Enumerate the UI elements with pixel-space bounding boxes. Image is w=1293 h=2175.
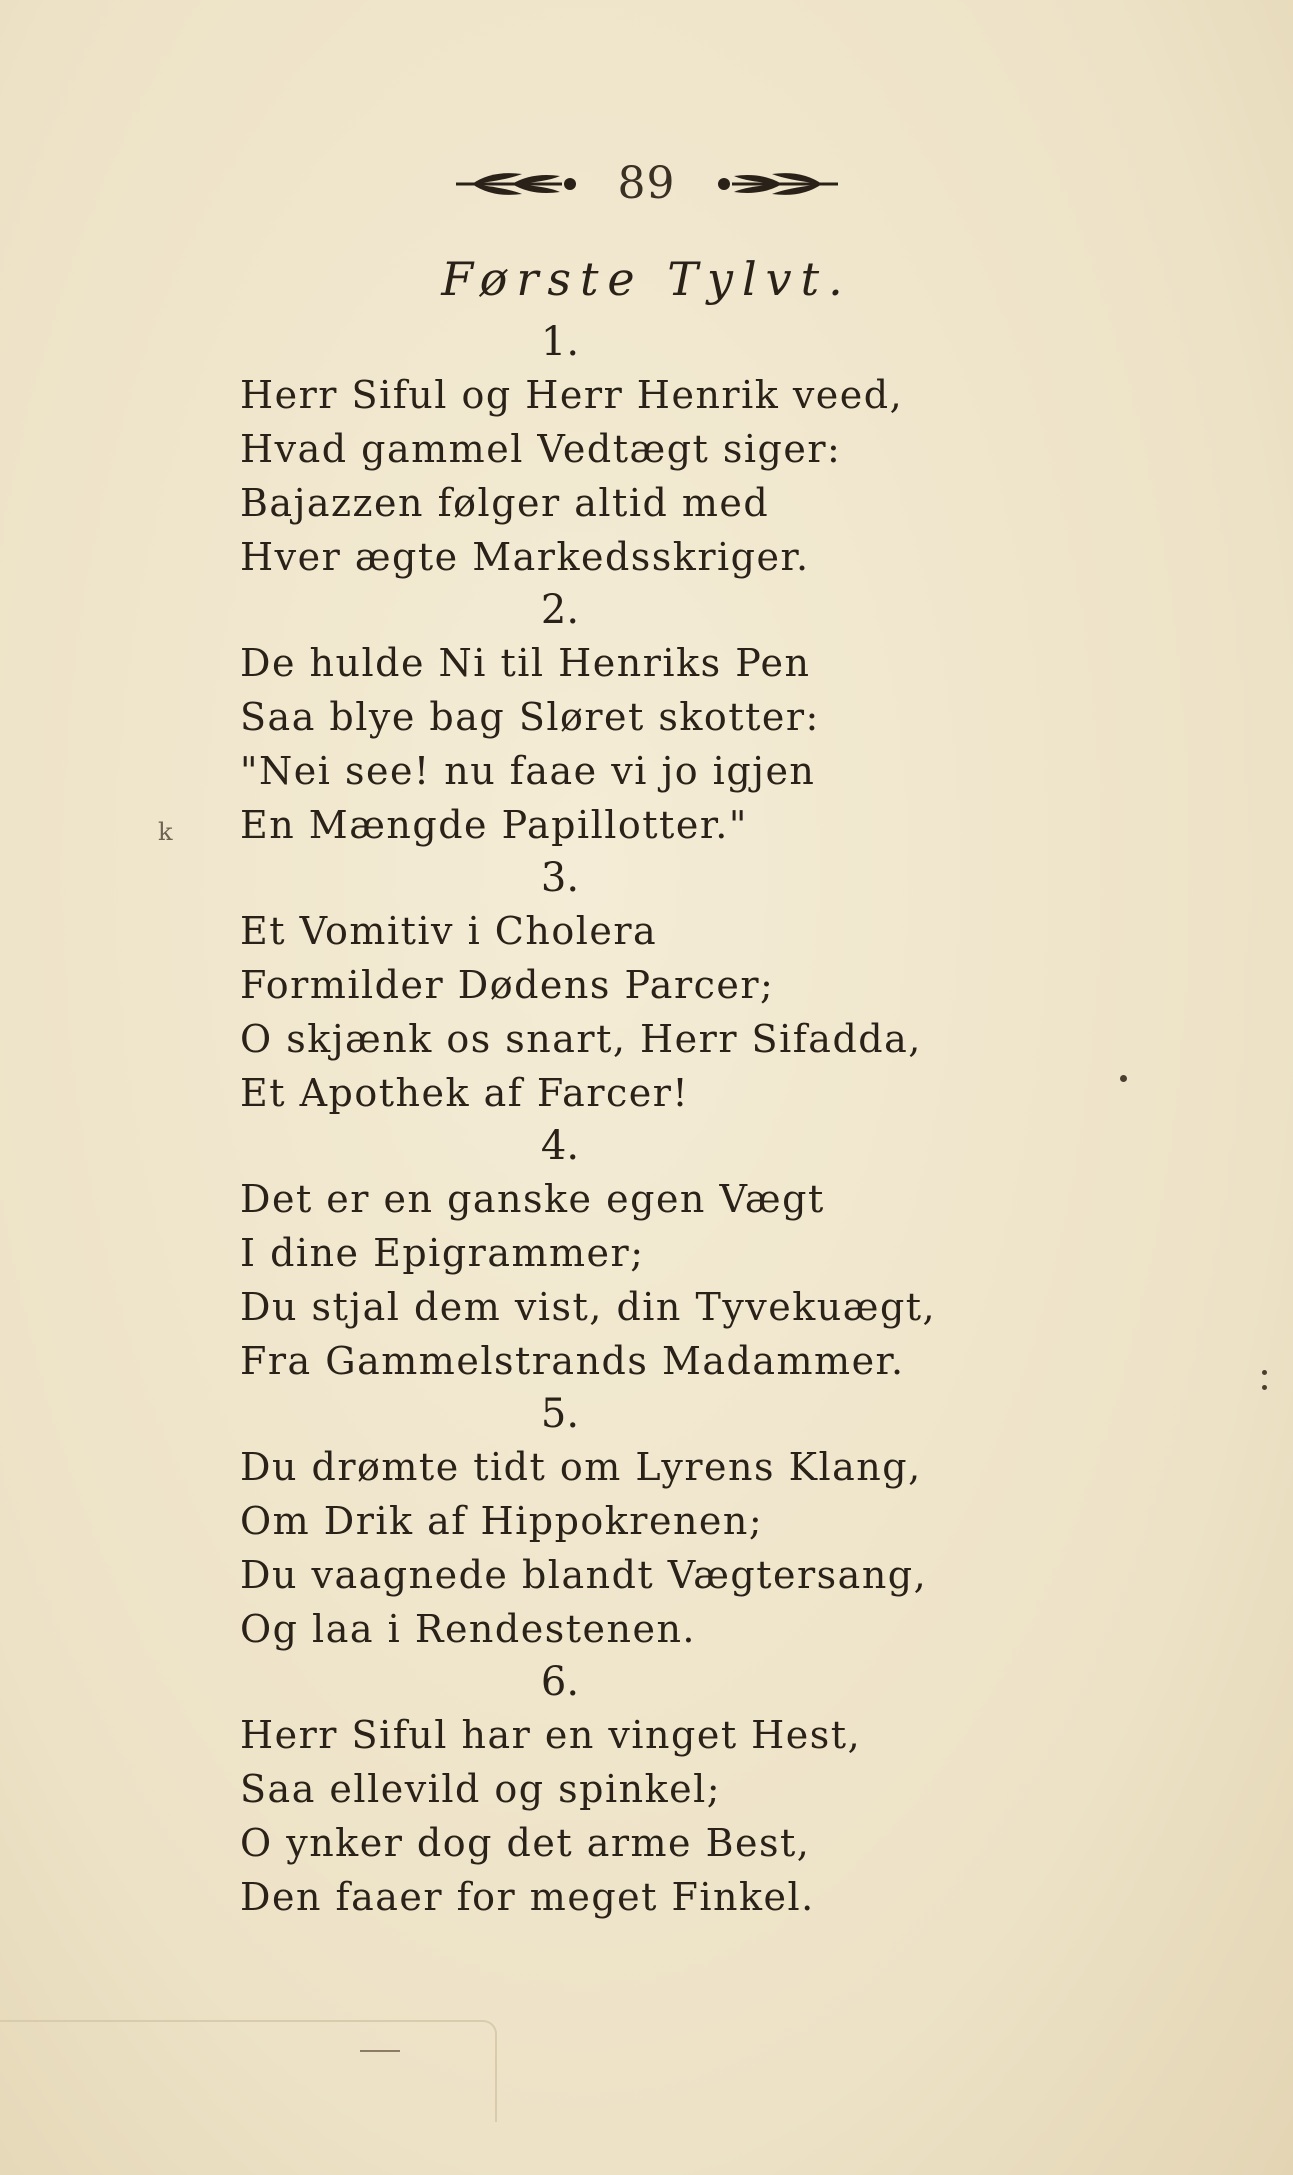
verse-line: Du drømte tidt om Lyrens Klang,	[240, 1445, 922, 1489]
stanza-number: 6.	[540, 1659, 580, 1705]
verse-line: Om Drik af Hippokrenen;	[240, 1499, 764, 1543]
verse-line: Herr Siful har en vinget Hest,	[240, 1713, 862, 1757]
verse-line: En Mængde Papillotter."	[240, 803, 748, 847]
right-ornament-icon	[712, 164, 842, 204]
verse-line: O ynker dog det arme Best,	[240, 1821, 811, 1865]
verse-line: Hver ægte Markedsskriger.	[240, 535, 810, 579]
stanza	[240, 852, 1120, 1120]
stanza-number: 2.	[540, 587, 580, 633]
stanza	[240, 1656, 1120, 1924]
verse-line: De hulde Ni til Henriks Pen	[240, 641, 811, 685]
stanza	[240, 584, 1120, 852]
verse-line: O skjænk os snart, Herr Sifadda,	[240, 1017, 922, 1061]
ink-speck	[1120, 1075, 1127, 1082]
verse-line: Et Vomitiv i Cholera	[240, 909, 658, 953]
verse-line: Et Apothek af Farcer!	[240, 1071, 690, 1115]
page-number: 89	[617, 158, 676, 209]
verse-line: Saa blye bag Sløret skotter:	[240, 695, 820, 739]
left-ornament-icon	[452, 164, 582, 204]
stanza-number: 5.	[540, 1391, 580, 1437]
paper-mark	[360, 2050, 400, 2052]
poem	[240, 316, 1120, 1924]
stanza-number: 1.	[540, 319, 580, 365]
verse-line: Formilder Dødens Parcer;	[240, 963, 775, 1007]
verse-line: Den faaer for meget Finkel.	[240, 1875, 815, 1919]
verse-line: Du stjal dem vist, din Tyvekuægt,	[240, 1285, 937, 1329]
stanza	[240, 1388, 1120, 1656]
page-header	[0, 158, 1293, 209]
stanza	[240, 316, 1120, 584]
verse-line: Det er en ganske egen Vægt	[240, 1177, 825, 1221]
verse-line: Hvad gammel Vedtægt siger:	[240, 427, 842, 471]
stanza-number: 4.	[540, 1123, 580, 1169]
verse-line: Fra Gammelstrands Madammer.	[240, 1339, 905, 1383]
ink-speck	[1262, 1370, 1267, 1375]
section-title: Første Tylvt.	[441, 252, 852, 306]
verse-line: I dine Epigrammer;	[240, 1231, 645, 1275]
verse-line: Bajazzen følger altid med	[240, 481, 770, 525]
ink-speck	[1262, 1385, 1267, 1390]
stanza	[240, 1120, 1120, 1388]
stanza-number: 3.	[540, 855, 580, 901]
verse-line: Herr Siful og Herr Henrik veed,	[240, 373, 904, 417]
verse-line: Saa ellevild og spinkel;	[240, 1767, 722, 1811]
paper-fold	[0, 2020, 497, 2122]
margin-mark: k	[158, 818, 173, 846]
verse-line: Og laa i Rendestenen.	[240, 1607, 696, 1651]
verse-line: Du vaagnede blandt Vægtersang,	[240, 1553, 928, 1597]
verse-line: "Nei see! nu faae vi jo igjen	[240, 749, 816, 793]
